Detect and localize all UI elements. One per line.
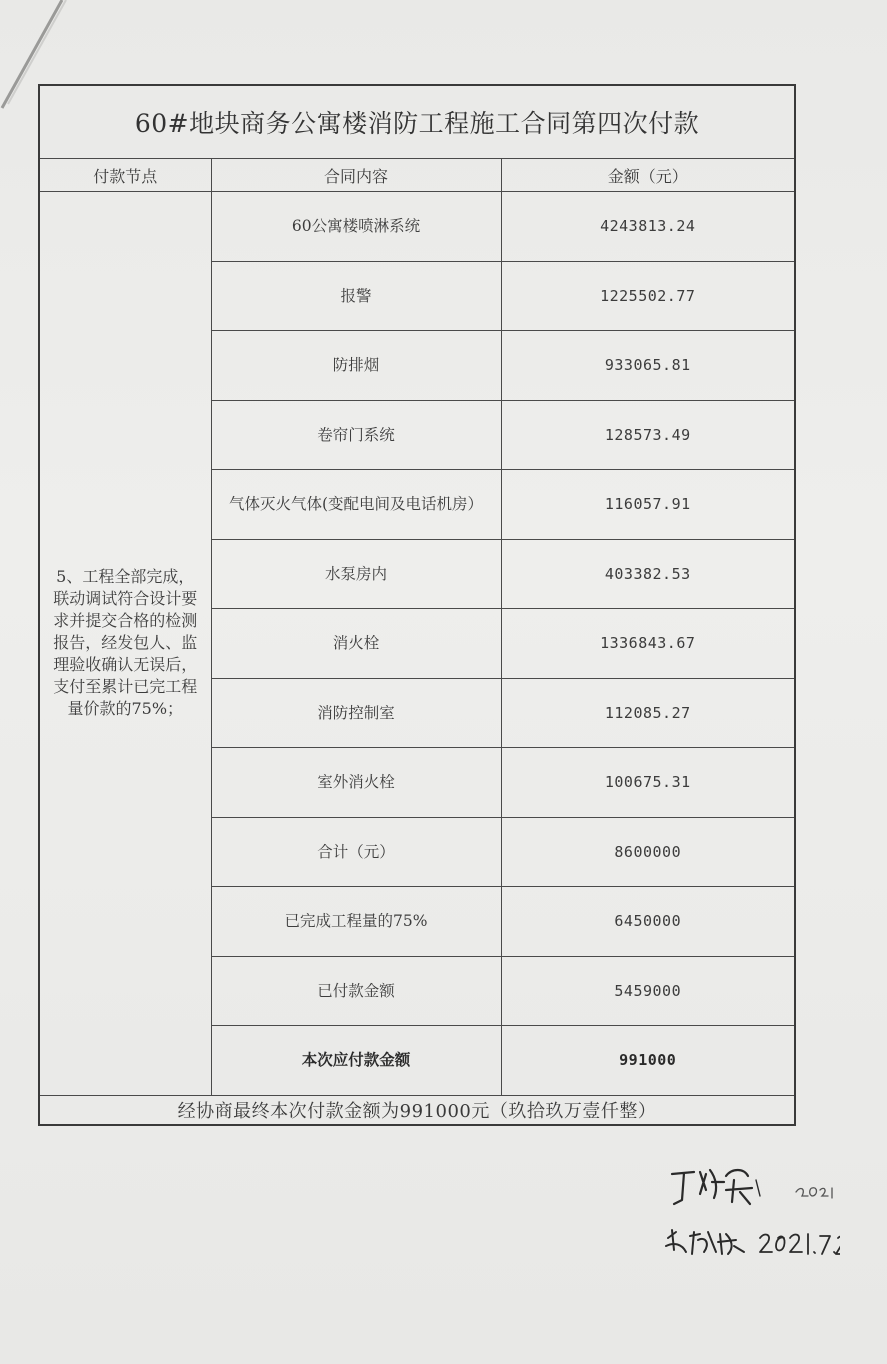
row-item: 消火栓 xyxy=(211,609,501,679)
row-item: 卷帘门系统 xyxy=(211,400,501,470)
header-amount: 金额（元） xyxy=(501,159,795,192)
payment-table xyxy=(38,84,796,1126)
total-amount: 8600000 xyxy=(501,817,795,887)
table-row xyxy=(39,192,795,262)
row-amount: 403382.53 xyxy=(501,539,795,609)
row-amount: 100675.31 xyxy=(501,748,795,818)
paid-amount: 5459000 xyxy=(501,956,795,1026)
header-payment-node: 付款节点 xyxy=(39,159,211,192)
row-item: 室外消火栓 xyxy=(211,748,501,818)
handwritten-signature xyxy=(660,1160,840,1270)
document-title: 60#地块商务公寓楼消防工程施工合同第四次付款 xyxy=(39,85,795,159)
row-amount: 112085.27 xyxy=(501,678,795,748)
final-payment-note: 经协商最终本次付款金额为991000元（玖拾玖万壹仟整） xyxy=(39,1095,795,1125)
completed-75-label: 已完成工程量的75% xyxy=(211,887,501,957)
payable-amount: 991000 xyxy=(501,1026,795,1096)
header-contract-content: 合同内容 xyxy=(211,159,501,192)
row-amount: 933065.81 xyxy=(501,331,795,401)
payment-node-description: 5、工程全部完成，联动调试符合设计要求并提交合格的检测报告，经发包人、监理验收确认无误后，支付至累计已完工程量价款的75%； xyxy=(39,192,211,1096)
row-amount: 128573.49 xyxy=(501,400,795,470)
row-item: 气体灭火气体(变配电间及电话机房） xyxy=(211,470,501,540)
row-item: 防排烟 xyxy=(211,331,501,401)
paid-label: 已付款金额 xyxy=(211,956,501,1026)
row-amount: 1225502.77 xyxy=(501,261,795,331)
row-item: 水泵房内 xyxy=(211,539,501,609)
row-amount: 4243813.24 xyxy=(501,192,795,262)
row-amount: 1336843.67 xyxy=(501,609,795,679)
row-item: 60公寓楼喷淋系统 xyxy=(211,192,501,262)
total-label: 合计（元） xyxy=(211,817,501,887)
payable-label: 本次应付款金额 xyxy=(211,1026,501,1096)
row-item: 报警 xyxy=(211,261,501,331)
row-item: 消防控制室 xyxy=(211,678,501,748)
row-amount: 116057.91 xyxy=(501,470,795,540)
completed-75-amount: 6450000 xyxy=(501,887,795,957)
